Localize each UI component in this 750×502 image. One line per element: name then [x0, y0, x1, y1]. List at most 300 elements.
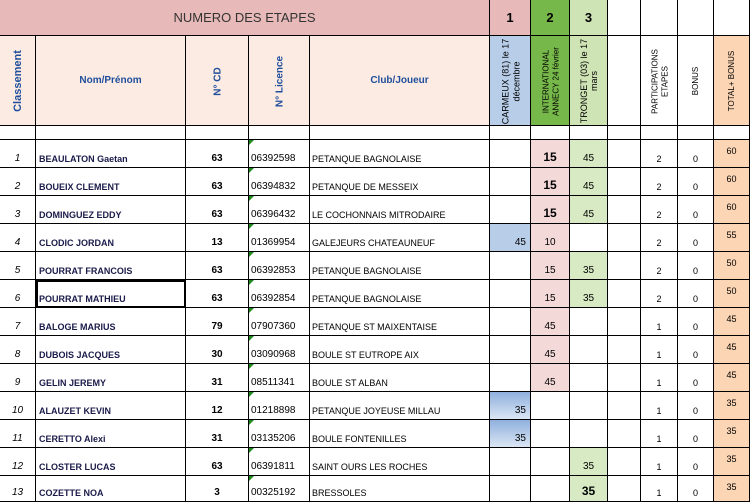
row-etape-3 [570, 364, 608, 392]
blank-cell [608, 364, 641, 392]
blank-cell [608, 392, 641, 420]
total-value: 60 [726, 202, 737, 212]
total-value: 45 [726, 342, 737, 352]
total-value: 45 [726, 370, 737, 380]
row-licence [249, 420, 310, 448]
cd-value: 63 [211, 209, 223, 220]
row-club [310, 140, 490, 168]
club-value: BOULE ST EUTROPE AIX [312, 350, 419, 360]
total-value: 60 [726, 146, 737, 156]
participations-value: 1 [656, 322, 662, 332]
licence-value: 01218898 [251, 405, 296, 416]
row-rank [0, 196, 36, 224]
row-name[interactable] [36, 140, 186, 168]
etape-2-points: 15 [543, 150, 557, 164]
row-club [310, 364, 490, 392]
rank-value: 3 [14, 209, 21, 220]
col-etape-2-label: INTERNATIONAL ANNECY 24 février [541, 46, 560, 116]
row-bonus [678, 280, 714, 308]
row-participations [641, 364, 678, 392]
bonus-value: 0 [692, 182, 698, 192]
total-value: 55 [726, 230, 737, 240]
etape-2-points: 15 [544, 293, 556, 304]
row-participations [641, 140, 678, 168]
row-etape-3 [570, 448, 608, 476]
row-club [310, 392, 490, 420]
row-name[interactable] [36, 448, 186, 476]
club-value: PETANQUE BAGNOLAISE [312, 294, 422, 304]
row-total [714, 392, 750, 420]
row-etape-1 [490, 364, 531, 392]
spacer-cell [186, 126, 249, 140]
row-name[interactable] [36, 364, 186, 392]
row-bonus [678, 448, 714, 476]
row-rank [0, 476, 36, 502]
bonus-value: 0 [692, 406, 698, 416]
row-bonus [678, 420, 714, 448]
participations-value: 1 [656, 488, 662, 498]
row-etape-2 [531, 168, 570, 196]
licence-value: 06392853 [251, 265, 296, 276]
row-rank [0, 336, 36, 364]
etape-3-points: 45 [582, 153, 595, 164]
blank-cell [608, 280, 641, 308]
bonus-value: 0 [692, 434, 698, 444]
row-rank [0, 448, 36, 476]
spacer-cell [249, 126, 310, 140]
etape-2-points: 15 [543, 206, 557, 220]
col-participations [641, 36, 678, 126]
rank-value: 7 [14, 321, 21, 332]
row-cd [186, 336, 249, 364]
row-etape-1 [490, 336, 531, 364]
spacer-cell [490, 126, 531, 140]
spacer-cell [570, 126, 608, 140]
spacer-cell [36, 126, 186, 140]
rank-value: 4 [14, 237, 21, 248]
row-club [310, 252, 490, 280]
participations-value: 1 [656, 378, 662, 388]
col-etape-3 [570, 36, 608, 126]
row-etape-2 [531, 140, 570, 168]
licence-value: 06391811 [251, 461, 295, 472]
participations-value: 2 [656, 266, 662, 276]
licence-value: 00325192 [251, 487, 296, 498]
col-licence-label: N° Licence [273, 55, 285, 107]
licence-value: 07907360 [251, 321, 296, 332]
blank-cell [608, 308, 641, 336]
step-1-cell [490, 0, 531, 36]
row-cd [186, 280, 249, 308]
row-etape-2 [531, 476, 570, 502]
rank-value: 12 [11, 461, 24, 472]
spacer-cell [608, 126, 641, 140]
cd-value: 30 [211, 349, 223, 360]
player-name: DUBOIS JACQUES [39, 350, 121, 360]
row-etape-2 [531, 196, 570, 224]
cd-value: 12 [211, 405, 223, 416]
row-total [714, 308, 750, 336]
club-value: PETANQUE BAGNOLAISE [312, 154, 422, 164]
row-name[interactable] [36, 336, 186, 364]
blank-cell [608, 0, 641, 36]
row-club [310, 420, 490, 448]
bonus-value: 0 [692, 350, 698, 360]
row-etape-2 [531, 364, 570, 392]
bonus-value: 0 [692, 378, 698, 388]
row-club [310, 336, 490, 364]
row-rank [0, 420, 36, 448]
bonus-value: 0 [692, 210, 698, 220]
col-club-label: Club/Joueur [370, 75, 429, 86]
etape-2-points: 15 [544, 265, 556, 276]
rank-value: 9 [14, 377, 21, 388]
licence-value: 08511341 [251, 377, 295, 388]
row-cd [186, 420, 249, 448]
col-etape-1-label: CARMEUX (81) le 17 décembre [500, 38, 521, 124]
row-etape-1 [490, 392, 531, 420]
club-value: BRESSOLES [312, 488, 367, 498]
etape-3-points: 45 [582, 181, 595, 192]
player-name: BOUEIX CLEMENT [39, 182, 120, 192]
blank-cell [641, 0, 678, 36]
participations-value: 1 [656, 350, 662, 360]
player-name: GELIN JEREMY [39, 378, 107, 388]
step-2-number: 2 [546, 10, 554, 25]
row-etape-3 [570, 476, 608, 502]
col-etape-1 [490, 36, 531, 126]
row-etape-1 [490, 280, 531, 308]
row-licence [249, 364, 310, 392]
col-bonus-label: BONUS [691, 66, 701, 96]
spacer-cell [714, 126, 750, 140]
row-etape-1 [490, 448, 531, 476]
row-etape-1 [490, 308, 531, 336]
etape-2-points: 45 [544, 377, 556, 388]
total-value: 35 [726, 426, 737, 436]
row-rank [0, 280, 36, 308]
blank-cell [608, 448, 641, 476]
row-etape-1 [490, 252, 531, 280]
row-cd [186, 196, 249, 224]
row-bonus [678, 392, 714, 420]
blank-cell [608, 224, 641, 252]
participations-value: 1 [656, 462, 662, 472]
col-bonus [678, 36, 714, 126]
licence-value: 01369954 [251, 237, 296, 248]
row-etape-3 [570, 308, 608, 336]
blank-cell [608, 420, 641, 448]
row-name[interactable] [36, 392, 186, 420]
rank-value: 8 [14, 349, 21, 360]
blank-cell [714, 0, 750, 36]
row-club [310, 308, 490, 336]
row-participations [641, 420, 678, 448]
cd-value: 3 [214, 487, 220, 498]
bonus-value: 0 [692, 238, 698, 248]
row-etape-2 [531, 392, 570, 420]
row-bonus [678, 224, 714, 252]
row-participations [641, 336, 678, 364]
etape-2-points: 45 [544, 349, 556, 360]
row-participations [641, 308, 678, 336]
row-total [714, 140, 750, 168]
cd-value: 63 [211, 461, 223, 472]
total-value: 35 [726, 482, 737, 492]
row-name[interactable] [36, 196, 186, 224]
etape-3-points: 35 [582, 265, 595, 276]
col-nom-label: Nom/Prénom [79, 75, 142, 86]
total-value: 60 [726, 174, 737, 184]
row-club [310, 168, 490, 196]
row-participations [641, 252, 678, 280]
rank-value: 11 [12, 433, 23, 444]
row-total [714, 252, 750, 280]
blank-cell [678, 0, 714, 36]
row-etape-3 [570, 420, 608, 448]
row-club [310, 280, 490, 308]
club-value: PETANQUE ST MAIXENTAISE [312, 322, 438, 332]
spacer-cell [641, 126, 678, 140]
blank-cell [608, 252, 641, 280]
etape-3-points: 35 [582, 293, 595, 304]
player-name: BEAULATON Gaetan [39, 154, 128, 164]
licence-value: 06392854 [251, 293, 296, 304]
row-bonus [678, 476, 714, 502]
participations-value: 2 [656, 294, 662, 304]
row-cd [186, 364, 249, 392]
col-etape-2 [531, 36, 570, 126]
row-total [714, 476, 750, 502]
row-club [310, 448, 490, 476]
row-bonus [678, 308, 714, 336]
row-total [714, 196, 750, 224]
etape-1-points: 35 [514, 405, 526, 416]
rank-value: 1 [14, 153, 21, 164]
row-licence [249, 308, 310, 336]
col-total-label: TOTAL+ BONUS [727, 50, 737, 112]
licence-value: 03090968 [251, 349, 296, 360]
bonus-value: 0 [692, 266, 698, 276]
bonus-value: 0 [692, 294, 698, 304]
row-cd [186, 448, 249, 476]
row-total [714, 224, 750, 252]
player-name: DOMINGUEZ EDDY [39, 210, 122, 220]
bonus-value: 0 [692, 154, 698, 164]
spacer-cell [310, 126, 490, 140]
cd-value: 13 [211, 237, 223, 248]
row-rank [0, 392, 36, 420]
row-rank [0, 168, 36, 196]
col-club [310, 36, 490, 126]
row-bonus [678, 252, 714, 280]
club-value: PETANQUE JOYEUSE MILLAU [312, 406, 441, 416]
bonus-value: 0 [692, 322, 698, 332]
club-value: BOULE FONTENILLES [312, 434, 407, 444]
club-value: BOULE ST ALBAN [312, 378, 388, 388]
total-value: 50 [726, 258, 737, 268]
row-cd [186, 140, 249, 168]
row-etape-2 [531, 420, 570, 448]
rank-value: 13 [11, 487, 24, 498]
row-name[interactable] [36, 308, 186, 336]
row-club [310, 224, 490, 252]
step-2-cell [531, 0, 570, 36]
row-participations [641, 448, 678, 476]
row-club [310, 196, 490, 224]
total-value: 35 [726, 398, 737, 408]
row-rank [0, 364, 36, 392]
row-etape-2 [531, 252, 570, 280]
club-value: LE COCHONNAIS MITRODAIRE [312, 210, 446, 220]
blank-cell [608, 36, 641, 126]
row-rank [0, 224, 36, 252]
blank-cell [608, 196, 641, 224]
row-licence [249, 224, 310, 252]
participations-value: 2 [656, 182, 662, 192]
player-name: COZETTE NOA [39, 488, 104, 498]
row-etape-3 [570, 168, 608, 196]
row-cd [186, 476, 249, 502]
etape-2-points: 10 [544, 237, 556, 248]
col-total [714, 36, 750, 126]
row-licence [249, 476, 310, 502]
header-title: NUMERO DES ETAPES [173, 10, 316, 25]
row-bonus [678, 336, 714, 364]
row-licence [249, 336, 310, 364]
participations-value: 2 [656, 154, 662, 164]
player-name: CLOSTER LUCAS [39, 462, 116, 472]
row-etape-1 [490, 140, 531, 168]
spacer-cell [678, 126, 714, 140]
row-name[interactable] [36, 476, 186, 502]
club-value: PETANQUE BAGNOLAISE [312, 266, 422, 276]
cd-value: 63 [211, 153, 223, 164]
row-rank [0, 252, 36, 280]
row-etape-2 [531, 336, 570, 364]
row-participations [641, 280, 678, 308]
row-etape-2 [531, 280, 570, 308]
step-1-number: 1 [506, 10, 514, 25]
row-etape-3 [570, 280, 608, 308]
rank-value: 2 [14, 181, 21, 192]
etape-2-points: 45 [544, 321, 556, 332]
row-etape-3 [570, 224, 608, 252]
row-etape-3 [570, 252, 608, 280]
etape-1-points: 45 [514, 237, 526, 248]
col-classement [0, 36, 36, 126]
row-bonus [678, 196, 714, 224]
blank-cell [608, 168, 641, 196]
licence-value: 06394832 [251, 181, 296, 192]
total-value: 35 [726, 454, 737, 464]
col-cd-label: N° CD [211, 66, 223, 96]
row-licence [249, 196, 310, 224]
step-3-number: 3 [584, 10, 593, 25]
cd-value: 31 [211, 433, 223, 444]
row-bonus [678, 168, 714, 196]
row-total [714, 280, 750, 308]
row-name[interactable] [36, 252, 186, 280]
row-etape-3 [570, 196, 608, 224]
row-name[interactable] [36, 280, 186, 308]
blank-cell [608, 476, 641, 502]
player-name: BALOGE MARIUS [39, 322, 116, 332]
row-participations [641, 196, 678, 224]
row-bonus [678, 364, 714, 392]
player-name: ALAUZET KEVIN [39, 406, 111, 416]
licence-value: 06392598 [251, 153, 296, 164]
bonus-value: 0 [692, 462, 698, 472]
row-etape-1 [490, 168, 531, 196]
row-participations [641, 168, 678, 196]
licence-value: 03135206 [251, 433, 296, 444]
step-3-cell [570, 0, 608, 36]
participations-value: 1 [656, 434, 662, 444]
row-etape-2 [531, 224, 570, 252]
player-name: CLODIC JORDAN [39, 238, 115, 248]
row-rank [0, 308, 36, 336]
row-etape-1 [490, 196, 531, 224]
total-value: 45 [726, 314, 737, 324]
total-value: 50 [726, 286, 737, 296]
col-cd [186, 36, 249, 126]
col-etape-3-label: TRONGET (03) le 17 mars [578, 38, 599, 124]
blank-cell [608, 140, 641, 168]
etape-2-points: 15 [543, 178, 557, 192]
col-participations-label: PARTICIPATIONS ETAPES [650, 48, 669, 114]
licence-value: 06396432 [251, 209, 296, 220]
row-etape-3 [570, 392, 608, 420]
header-title-cell [0, 0, 490, 36]
col-classement-label: Classement [11, 50, 24, 112]
row-name[interactable] [36, 420, 186, 448]
rank-value: 6 [14, 293, 21, 304]
participations-value: 2 [656, 210, 662, 220]
row-total [714, 420, 750, 448]
row-licence [249, 280, 310, 308]
player-name: CERETTO Alexi [39, 434, 106, 444]
row-cd [186, 224, 249, 252]
col-nom [36, 36, 186, 126]
row-bonus [678, 140, 714, 168]
row-name[interactable] [36, 168, 186, 196]
participations-value: 1 [656, 406, 662, 416]
row-licence [249, 252, 310, 280]
club-value: SAINT OURS LES ROCHES [312, 462, 428, 472]
row-participations [641, 224, 678, 252]
row-total [714, 168, 750, 196]
bonus-value: 0 [692, 488, 698, 498]
etape-3-points: 35 [581, 484, 596, 498]
row-etape-3 [570, 140, 608, 168]
row-etape-2 [531, 308, 570, 336]
etape-3-points: 45 [582, 209, 595, 220]
participations-value: 2 [656, 238, 662, 248]
player-name: POURRAT MATHIEU [39, 294, 126, 304]
spacer-cell [0, 126, 36, 140]
etape-3-points: 35 [582, 461, 595, 472]
blank-cell [608, 336, 641, 364]
row-name[interactable] [36, 224, 186, 252]
cd-value: 63 [211, 293, 223, 304]
row-etape-1 [490, 420, 531, 448]
rank-value: 10 [11, 405, 24, 416]
row-etape-2 [531, 448, 570, 476]
player-name: POURRAT FRANCOIS [39, 266, 133, 276]
row-etape-3 [570, 336, 608, 364]
club-value: GALEJEURS CHATEAUNEUF [312, 238, 435, 248]
